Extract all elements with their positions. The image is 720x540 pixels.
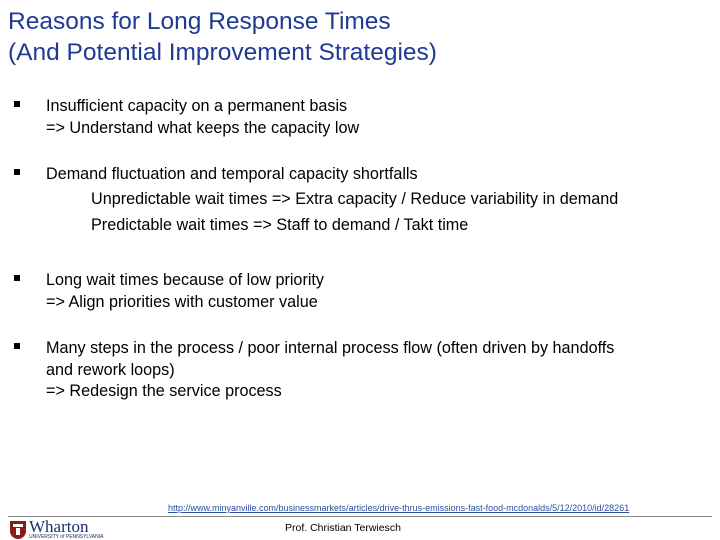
bullet-line: Insufficient capacity on a permanent basis bbox=[46, 97, 348, 115]
footer-divider bbox=[8, 516, 712, 517]
slide-title-line-1: Reasons for Long Response Times bbox=[8, 8, 391, 35]
logo-name: Wharton bbox=[29, 517, 89, 536]
bullet-line: => Redesign the service process bbox=[46, 382, 282, 400]
bullet-line: Long wait times because of low priority bbox=[46, 271, 325, 289]
bullet-line: Demand fluctuation and temporal capacity shortfalls bbox=[46, 165, 418, 183]
logo-subtitle: UNIVERSITY of PENNSYLVANIA bbox=[29, 534, 104, 540]
author-name: Prof. Christian Terwiesch bbox=[285, 522, 401, 534]
slide-title-line-2: (And Potential Improvement Strategies) bbox=[8, 39, 437, 66]
bullet-marker bbox=[14, 101, 20, 107]
shield-icon bbox=[10, 521, 26, 539]
bullet-text bbox=[46, 164, 701, 239]
bullet-marker bbox=[14, 343, 20, 349]
wharton-logo bbox=[10, 519, 103, 540]
bullet-marker bbox=[14, 275, 20, 281]
logo-text bbox=[29, 519, 103, 540]
slide-title bbox=[8, 6, 708, 68]
bullet-marker bbox=[14, 169, 20, 175]
bullet-text bbox=[46, 270, 701, 313]
bullet-line: Many steps in the process / poor internal process flow (often driven by handoffs bbox=[46, 339, 615, 357]
bullet-subline: Unpredictable wait times => Extra capacity / Reduce variability in demand bbox=[91, 189, 619, 208]
source-link[interactable]: http://www.minyanville.com/businessmarkets/articles/drive-thrus-emissions-fast-food-mcdonalds/5/12/2010/id/28261 bbox=[168, 503, 630, 513]
bullet-subline: Predictable wait times => Staff to demand / Takt time bbox=[91, 216, 469, 234]
bullet-line: => Understand what keeps the capacity low bbox=[46, 118, 360, 137]
bullet-line: => Align priorities with customer value bbox=[46, 292, 318, 311]
bullet-text bbox=[46, 338, 701, 403]
bullet-text bbox=[46, 96, 701, 139]
bullet-line: and rework loops) bbox=[46, 360, 175, 379]
